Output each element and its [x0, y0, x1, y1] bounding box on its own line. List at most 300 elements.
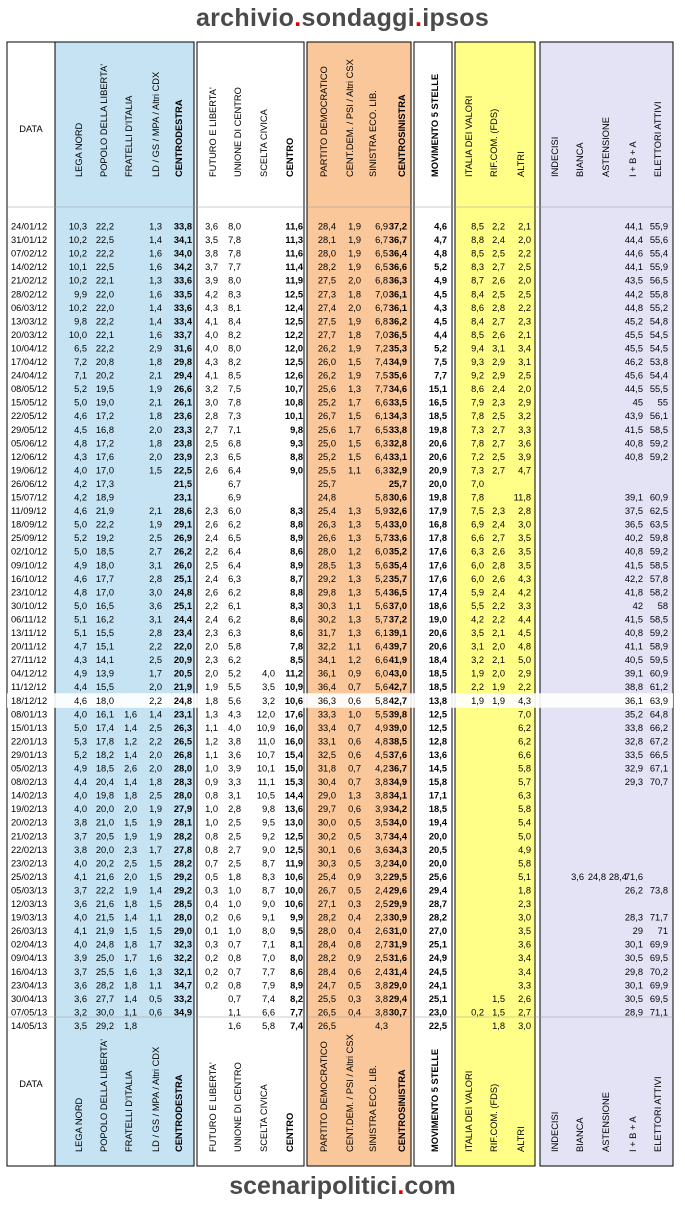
cell: 37,2: [388, 614, 407, 625]
cell: 24,1: [428, 980, 447, 991]
cell: 34,3: [388, 844, 407, 855]
cell: 60,9: [649, 492, 668, 503]
cell: 24,7: [317, 980, 336, 991]
cell: 19,8: [428, 424, 447, 435]
cell: 0,6: [228, 912, 241, 923]
cell: 1,9: [205, 682, 218, 693]
cell: 58,5: [649, 614, 668, 625]
cell: 40,5: [624, 655, 643, 666]
cell: 25,0: [95, 953, 114, 964]
cell: 55: [657, 397, 668, 408]
cell: 36,3: [317, 695, 336, 706]
header-bottom-20: ASTENSIONE: [601, 1092, 611, 1152]
cell: 30,0: [317, 817, 336, 828]
cell: 1,9: [492, 682, 505, 693]
cell: 6,0: [375, 546, 388, 557]
cell: 4,0: [74, 709, 87, 720]
cell: 27,5: [317, 316, 336, 327]
cell: 6,4: [375, 451, 388, 462]
cell: 35,7: [388, 573, 407, 584]
cell: 09/10/12: [11, 560, 48, 571]
cell: 12,5: [284, 289, 303, 300]
cell: 18,5: [428, 804, 447, 815]
cell: 3,7: [74, 966, 87, 977]
cell: 4,3: [518, 695, 531, 706]
cell: 2,0: [124, 804, 137, 815]
cell: 1,5: [492, 993, 505, 1004]
cell: 6,4: [375, 641, 388, 652]
cell: 33,6: [173, 275, 192, 286]
cell: 36,1: [317, 668, 336, 679]
cell: 28,0: [173, 912, 192, 923]
cell: 11,9: [285, 275, 303, 286]
cell: 8,7: [471, 275, 484, 286]
cell: 4,6: [74, 573, 87, 584]
cell: 6,6: [375, 397, 388, 408]
cell: 55,5: [649, 384, 668, 395]
cell: 3,8: [375, 790, 388, 801]
cell: 1,9: [348, 248, 361, 259]
cell: 30,2: [317, 831, 336, 842]
cell: 10,2: [68, 275, 87, 286]
cell: 05/06/12: [11, 438, 48, 449]
cell: 6,7: [375, 302, 388, 313]
cell: 36,5: [388, 587, 407, 598]
cell: 5,0: [74, 722, 87, 733]
cell: 6,2: [228, 655, 241, 666]
cell: 06/03/12: [11, 302, 48, 313]
cell: 5,3: [74, 736, 87, 747]
cell: 12,5: [284, 844, 303, 855]
cell: 54,5: [649, 343, 668, 354]
cell: 2,2: [205, 600, 218, 611]
cell: 9,8: [262, 804, 275, 815]
cell: 0,3: [205, 939, 218, 950]
cell: 3,6: [205, 221, 218, 232]
cell: 27,5: [317, 275, 336, 286]
cell: 30,3: [317, 600, 336, 611]
cell: 8,4: [471, 316, 484, 327]
cell: 5,1: [74, 628, 87, 638]
cell: 39,8: [388, 709, 407, 720]
cell: 24,8: [173, 695, 192, 706]
cell: 25,0: [317, 438, 336, 449]
cell: 20/03/12: [11, 329, 48, 340]
cell: 23,6: [173, 411, 192, 422]
cell: 12,6: [284, 370, 303, 381]
cell: 7,7: [375, 384, 388, 395]
cell: 3,8: [74, 844, 87, 855]
cell: 2,0: [124, 871, 137, 882]
cell: 25/02/13: [11, 871, 48, 882]
cell: 33,4: [173, 316, 192, 327]
cell: 4,4: [74, 682, 87, 693]
cell: 8,9: [290, 980, 303, 991]
cell: 14,1: [95, 655, 114, 666]
cell: 45,5: [624, 343, 643, 354]
cell: 55,9: [649, 221, 668, 232]
cell: 21,9: [173, 682, 192, 693]
cell: 5,0: [74, 546, 87, 557]
cell: 2,0: [149, 763, 162, 774]
header-top-2: POPOLO DELLA LIBERTA': [99, 63, 109, 177]
cell: 1,5: [348, 411, 361, 422]
cell: 2,8: [149, 573, 162, 584]
cell: 15,5: [95, 628, 114, 638]
cell: 0,2: [205, 966, 218, 977]
cell: 2,1: [149, 370, 162, 381]
cell: 7,3: [471, 465, 484, 476]
cell: 42: [632, 600, 643, 611]
cell: 0,8: [348, 939, 361, 950]
cell: 34,9: [388, 357, 407, 367]
cell: 8,6: [290, 546, 303, 557]
cell: 24,9: [428, 953, 447, 964]
cell: 1,3: [348, 533, 361, 544]
cell: 08/01/13: [11, 709, 48, 720]
header-bottom-14: MOVIMENTO 5 STELLE: [430, 1048, 440, 1152]
cell: 8,6: [290, 628, 303, 638]
cell: 10,1: [68, 262, 87, 273]
cell: 1,8: [124, 980, 137, 991]
cell: 14/02/12: [11, 262, 48, 273]
cell: 10,6: [284, 899, 303, 909]
cell: 25,2: [317, 397, 336, 408]
cell: 16,0: [284, 736, 303, 747]
cell: 19,2: [95, 533, 114, 544]
cell: 6,7: [228, 478, 241, 489]
cell: 7,0: [471, 478, 484, 489]
cell: 4,8: [74, 587, 87, 598]
cell: 19,5: [95, 384, 114, 395]
cell: 20,9: [173, 655, 192, 666]
cell: 2,1: [492, 628, 505, 638]
cell: 2,6: [518, 993, 531, 1004]
cell: 6,9: [375, 221, 388, 232]
cell: 16,2: [95, 614, 114, 625]
cell: 2,6: [492, 329, 505, 340]
cell: 28,4: [317, 221, 336, 232]
cell: 12,5: [284, 316, 303, 327]
cell: 0,7: [228, 966, 241, 977]
cell: 23,1: [173, 492, 192, 503]
cell: 20,0: [428, 478, 447, 489]
cell: 34,9: [388, 777, 407, 788]
cell: 6,2: [518, 722, 531, 733]
cell: 6,5: [375, 248, 388, 259]
cell: 5,9: [375, 506, 388, 517]
cell: 2,4: [492, 235, 505, 246]
cell: 32,2: [173, 953, 192, 964]
cell: 28,4: [608, 871, 627, 882]
cell: 27,1: [317, 899, 336, 909]
cell: 4,3: [518, 573, 531, 584]
cell: 0,7: [205, 858, 218, 869]
cell: 58: [657, 600, 668, 611]
cell: 0,8: [205, 831, 218, 842]
cell: 7,5: [228, 384, 241, 395]
cell: 6,2: [518, 736, 531, 747]
cell: 1,6: [149, 289, 162, 300]
cell: 8,2: [228, 357, 241, 367]
cell: 54,5: [649, 329, 668, 340]
cell: 1,1: [149, 912, 162, 923]
cell: 2,9: [518, 397, 531, 408]
cell: 55,2: [649, 302, 668, 313]
cell: 2,5: [149, 722, 162, 733]
cell: 7,8: [290, 641, 303, 652]
cell: 31,8: [317, 763, 336, 774]
cell: 4,1: [74, 926, 87, 937]
cell: 17,8: [428, 533, 447, 544]
cell: 6,3: [375, 438, 388, 449]
cell: 18/12/12: [11, 695, 48, 706]
cell: 3,6: [571, 871, 584, 882]
cell: 1,1: [205, 749, 218, 760]
cell: 36,2: [388, 316, 407, 327]
cell: 1,4: [149, 885, 162, 896]
cell: 20,5: [95, 831, 114, 842]
cell: 4,9: [74, 668, 87, 679]
cell: 4,9: [375, 722, 388, 733]
cell: 26,2: [173, 546, 192, 557]
cell: 67,2: [649, 736, 668, 747]
cell: 59,2: [649, 546, 668, 557]
cell: 22/05/12: [11, 411, 48, 422]
cell: 2,2: [518, 682, 531, 693]
cell: 33,0: [388, 519, 407, 530]
cell: 9,0: [262, 844, 275, 855]
cell: 4,6: [74, 411, 87, 422]
cell: 16,5: [428, 397, 447, 408]
cell: 20,6: [428, 628, 447, 638]
cell: 17,6: [428, 560, 447, 571]
cell: 1,7: [149, 939, 162, 950]
cell: 31,7: [317, 628, 336, 638]
cell: 5,4: [518, 817, 531, 828]
cell: 17,0: [95, 587, 114, 598]
cell: 28,2: [173, 831, 192, 842]
cell: 1,3: [348, 628, 361, 638]
header-top-22: ELETTORI ATTIVI: [653, 101, 663, 177]
cell: 1,0: [205, 763, 218, 774]
cell: 34,0: [388, 858, 407, 869]
cell: 71: [657, 926, 668, 937]
cell: 1,5: [149, 926, 162, 937]
cell: 20,0: [428, 858, 447, 869]
cell: 15,0: [284, 763, 303, 774]
cell: 4,5: [518, 628, 531, 638]
cell: 2,9: [149, 343, 162, 354]
cell: 7,9: [262, 980, 275, 991]
cell: 28,2: [173, 858, 192, 869]
cell: 22,5: [428, 1020, 447, 1031]
cell: 2,3: [205, 506, 218, 517]
cell: 29,4: [388, 993, 407, 1004]
cell: 30,9: [388, 912, 407, 923]
cell: 8,1: [290, 939, 303, 950]
cell: 17,4: [95, 722, 114, 733]
cell: 12,0: [284, 343, 303, 354]
cell: 21,5: [95, 912, 114, 923]
cell: 1,8: [348, 329, 361, 340]
cell: 27,7: [95, 993, 114, 1004]
cell: 0,5: [348, 817, 361, 828]
cell: 24,8: [317, 492, 336, 503]
cell: 1,8: [124, 1020, 137, 1031]
cell: 7,8: [471, 411, 484, 422]
cell: 27,8: [173, 844, 192, 855]
cell: 4,0: [74, 939, 87, 950]
cell: 33,5: [388, 397, 407, 408]
cell: 29,4: [428, 885, 447, 896]
cell: 3,8: [375, 1007, 388, 1018]
cell: 3,5: [74, 1020, 87, 1031]
cell: 29,2: [317, 573, 336, 584]
cell: 6,1: [375, 411, 388, 422]
cell: 14,5: [428, 763, 447, 774]
cell: 64,8: [649, 709, 668, 720]
cell: 54,4: [649, 370, 668, 381]
cell: 2,6: [492, 275, 505, 286]
cell: 7,1: [74, 370, 87, 381]
cell: 2,7: [492, 438, 505, 449]
cell: 7,2: [471, 451, 484, 462]
cell: 1,9: [471, 695, 484, 706]
cell: 6,3: [228, 628, 241, 638]
cell: 55,9: [649, 262, 668, 273]
cell: 3,0: [205, 397, 218, 408]
cell: 36,1: [624, 695, 643, 706]
cell: 3,9: [74, 953, 87, 964]
cell: 20,9: [428, 465, 447, 476]
cell: 1,4: [149, 235, 162, 246]
cell: 21,0: [95, 817, 114, 828]
cell: 63,9: [649, 695, 668, 706]
cell: 2,4: [205, 533, 218, 544]
cell: 9,9: [74, 289, 87, 300]
cell: 26,8: [173, 749, 192, 760]
cell: 28,6: [173, 506, 192, 517]
cell: 25,1: [173, 600, 192, 611]
cell: 2,8: [492, 560, 505, 571]
cell: 59,2: [649, 451, 668, 462]
cell: 6,6: [375, 655, 388, 666]
cell: 0,3: [205, 885, 218, 896]
cell: 28,3: [173, 777, 192, 788]
cell: 8,6: [471, 302, 484, 313]
cell: 41,5: [624, 424, 643, 435]
cell: 2,4: [375, 885, 388, 896]
cell: 28,1: [317, 235, 336, 246]
cell: 2,0: [149, 749, 162, 760]
cell: 1,0: [205, 817, 218, 828]
cell: 2,2: [149, 695, 162, 706]
header-bottom-9: CENTRO: [285, 1112, 295, 1152]
cell: 2,5: [228, 858, 241, 869]
header-bottom-7: UNIONE DI CENTRO: [233, 1062, 243, 1152]
cell: 20,0: [95, 804, 114, 815]
cell: 09/04/13: [11, 953, 48, 964]
cell: 7,7: [228, 262, 241, 273]
cell: 13,0: [284, 817, 303, 828]
cell: 3,2: [205, 384, 218, 395]
cell: 2,4: [205, 573, 218, 584]
cell: 2,5: [205, 560, 218, 571]
cell: 0,7: [348, 777, 361, 788]
cell: 17,9: [428, 506, 447, 517]
cell: 17,2: [95, 438, 114, 449]
cell: 11,1: [257, 777, 275, 788]
cell: 17,2: [95, 411, 114, 422]
cell: 28,2: [317, 912, 336, 923]
cell: 5,6: [375, 682, 388, 693]
cell: 05/02/13: [11, 763, 48, 774]
cell: 5,8: [262, 1020, 275, 1031]
cell: 2,4: [492, 587, 505, 598]
header-top-12: SINISTRA ECO. LIB.: [368, 90, 378, 177]
cell: 9,3: [290, 438, 303, 449]
cell: 62,5: [649, 506, 668, 517]
cell: 45,6: [624, 370, 643, 381]
cell: 33,6: [388, 533, 407, 544]
cell: 2,1: [492, 655, 505, 666]
cell: 23,8: [173, 438, 192, 449]
cell: 05/03/13: [11, 885, 48, 896]
cell: 3,4: [518, 343, 531, 354]
cell: 10,8: [284, 397, 303, 408]
cell: 28,0: [173, 790, 192, 801]
cell: 2,2: [518, 248, 531, 259]
cell: 5,6: [228, 695, 241, 706]
cell: 5,0: [518, 831, 531, 842]
cell: 41,1: [624, 641, 643, 652]
cell: 5,6: [375, 560, 388, 571]
header-top-20: ASTENSIONE: [601, 117, 611, 177]
cell: 5,6: [375, 600, 388, 611]
cell: 5,0: [74, 519, 87, 530]
cell: 17,0: [95, 465, 114, 476]
cell: 69,5: [649, 953, 668, 964]
page-title: archivio.sondaggi.ipsos: [195, 4, 490, 32]
cell: 34,1: [388, 790, 407, 801]
header-top-18: INDECISI: [550, 136, 560, 177]
cell: 10/04/12: [11, 343, 48, 354]
cell: 3,6: [518, 438, 531, 449]
cell: 2,5: [492, 451, 505, 462]
cell: 40,8: [624, 451, 643, 462]
cell: 1,8: [124, 790, 137, 801]
cell: 1,8: [149, 411, 162, 422]
cell: 1,9: [348, 235, 361, 246]
cell: 7,2: [74, 357, 87, 367]
cell: 18,5: [428, 411, 447, 422]
cell: 14,4: [284, 790, 303, 801]
cell: 2,1: [518, 329, 531, 340]
cell: 1,2: [348, 546, 361, 557]
cell: 4,7: [74, 641, 87, 652]
cell: 2,5: [375, 899, 388, 909]
cell: 32,9: [388, 465, 407, 476]
cell: 2,4: [492, 384, 505, 395]
cell: 4,1: [74, 871, 87, 882]
cell: 20,2: [95, 370, 114, 381]
cell: 27,3: [317, 289, 336, 300]
header-bottom-13: CENTROSINISTRA: [397, 1069, 407, 1152]
cell: 22/01/13: [11, 736, 48, 747]
cell: 23,4: [173, 628, 192, 638]
cell: 31,4: [388, 966, 407, 977]
